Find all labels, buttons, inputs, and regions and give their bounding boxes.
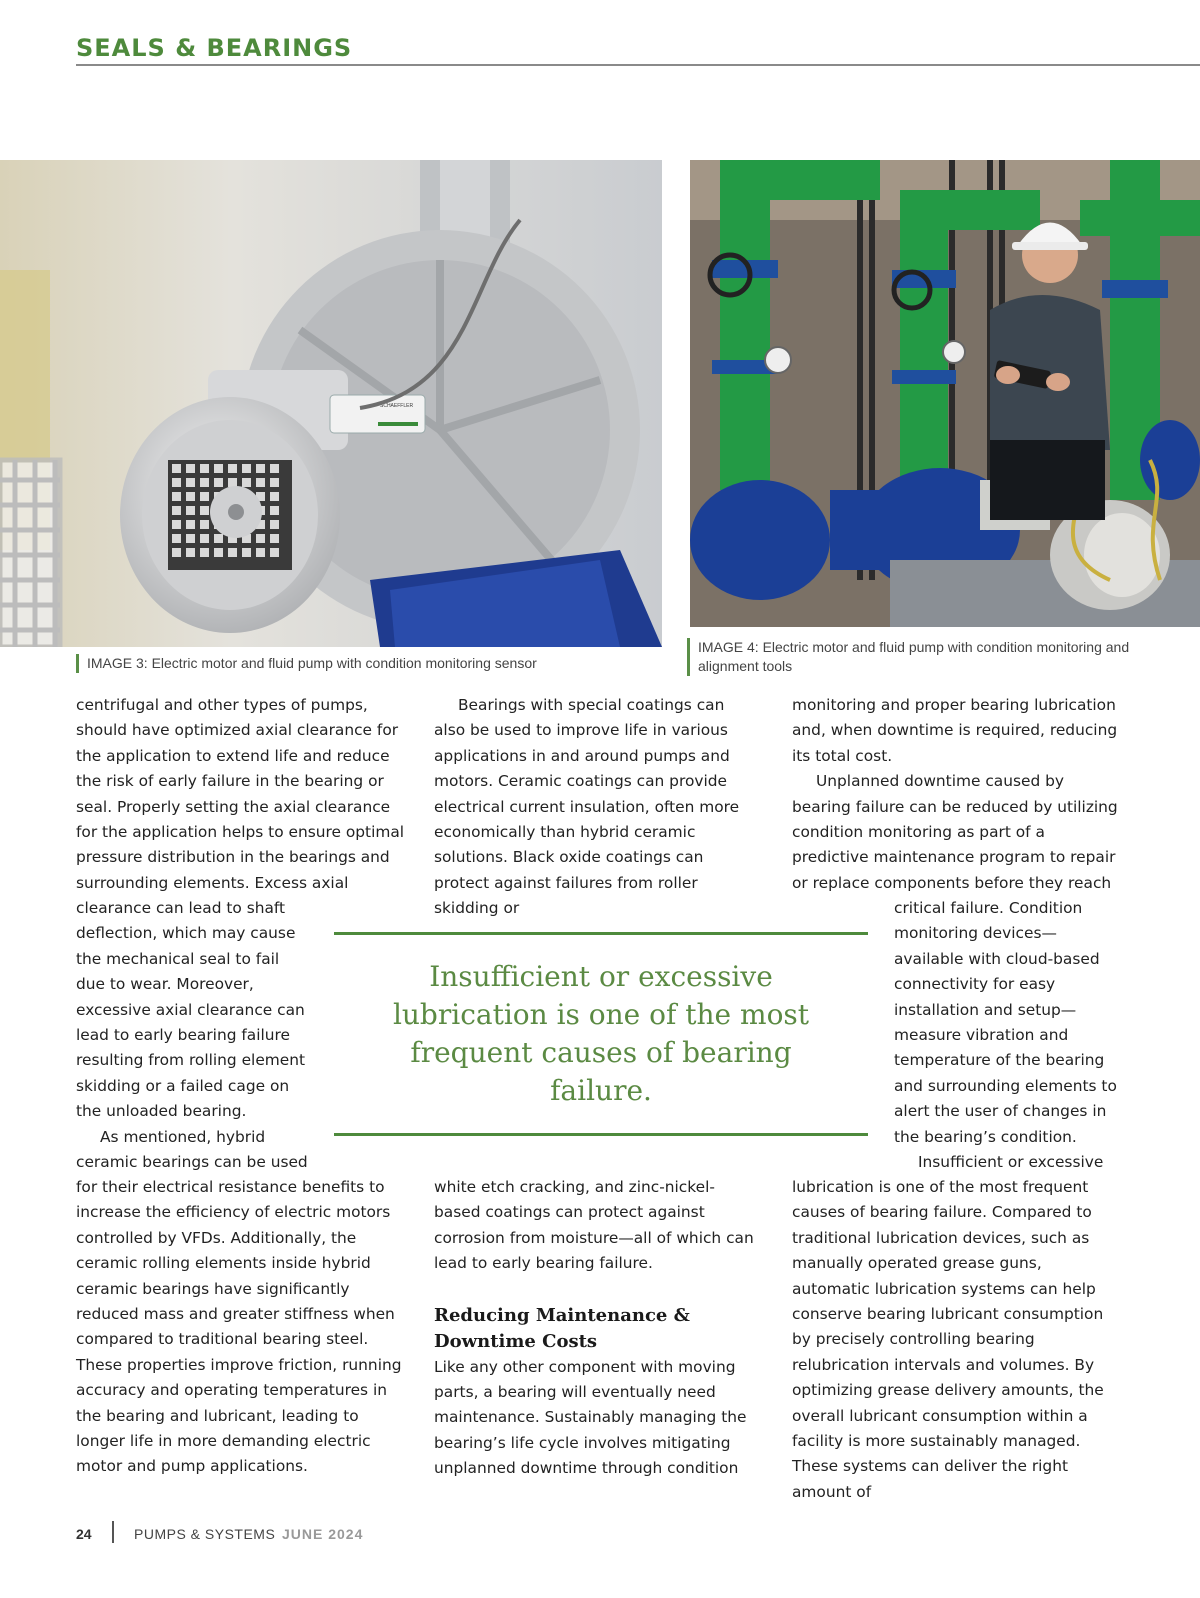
column-2-top (434, 693, 760, 922)
pull-quote-text: Insufficient or excessive lubrication is one of the most frequent causes of bearing failure. (392, 960, 810, 1107)
photo-motor-pump-sensor (0, 160, 662, 647)
col3-paragraph-3-wrap: Insufficient or excessive (918, 1153, 1104, 1172)
image4-caption-text: Electric motor and fluid pump with condition monitoring and alignment tools (698, 639, 1130, 674)
header-rule (76, 64, 1200, 66)
pull-quote (334, 932, 868, 1136)
section-title: SEALS & BEARINGS (76, 34, 353, 62)
col3-paragraph-2-wrap: critical failure. Condition monitoring devices—available with cloud-based connectivity for easy installation and setup—measure vibration and temperature of the bearing and surrounding elements to alert the user of changes in the bearing’s condition. (894, 899, 1117, 1146)
subhead-reducing-maintenance: Reducing Maintenance & Downtime Costs (434, 1304, 690, 1352)
column-2-bottom (434, 1175, 760, 1482)
column-1-top (76, 693, 406, 896)
column-3-wrap (894, 896, 1124, 1175)
col1-paragraph-1-top: centrifugal and other types of pumps, should have optimized axial clearance for the application to extend life and reduce the risk of early failure in the bearing or seal. Properly setting the axial clearance for the application helps to ensure optimal pressure distribution in the bearings and surrounding elements. Excess axial (76, 696, 405, 892)
footer-divider (112, 1521, 114, 1543)
column-1-wrap (76, 896, 308, 1175)
col3-paragraph-3-full: lubrication is one of the most frequent causes of bearing failure. Compared to traditional lubrication devices, such as manually operated grease guns, automatic lubrication systems can help conserve bearing lubricant consumption by precisely controlling bearing relubrication intervals and volumes. By optimizing grease delivery amounts, the overall lubricant consumption within a facility is more sustainably managed. These systems can deliver the right amount of (792, 1178, 1104, 1501)
column-3-top (792, 693, 1122, 896)
image4-caption (687, 638, 1138, 676)
col1-paragraph-2-full: for their electrical resistance benefits to increase the efficiency of electric motors controlled by VFDs. Additionally, the ceramic rolling elements inside hybrid ceramic bearings have significantly reduced mass and greater stiffness when compared to traditional bearing steel. These properties improve friction, running accuracy and operating temperatures in the bearing and lubricant, leading to longer life in more demanding electric motor and pump applications. (76, 1178, 402, 1476)
column-1-bottom (76, 1175, 408, 1480)
col2-paragraph-1-bottom: white etch cracking, and zinc-nickel-based coatings can protect against corrosion from moisture—all of which can lead to early bearing failure. (434, 1178, 754, 1273)
sensor-brand-text: SCHAEFFLER (380, 403, 414, 409)
column-3-bottom (792, 1175, 1124, 1505)
image4-caption-label: IMAGE 4: (698, 639, 759, 655)
issue-date: JUNE 2024 (282, 1526, 364, 1542)
col1-paragraph-1-wrap: clearance can lead to shaft deflection, which may cause the mechanical seal to fail due to wear. Moreover, excessive axial clearance can lead to early bearing failure resulting from rolling element skidding or a failed cage on the unloaded bearing. (76, 899, 306, 1121)
photo-technician-pump-room (690, 160, 1200, 627)
magazine-name: PUMPS & SYSTEMS (134, 1526, 276, 1542)
image3-caption-text: Electric motor and fluid pump with condition monitoring sensor (147, 655, 537, 671)
image3-caption (76, 654, 667, 673)
page-number: 24 (76, 1526, 92, 1542)
col3-paragraph-1: monitoring and proper bearing lubrication and, when downtime is required, reducing its total cost. (792, 696, 1118, 765)
col3-paragraph-2-top: Unplanned downtime caused by bearing failure can be reduced by utilizing condition monitoring as part of a predictive maintenance program to repair or replace components before they reach (792, 772, 1118, 892)
image3-caption-label: IMAGE 3: (87, 655, 148, 671)
col2-paragraph-2: Like any other component with moving parts, a bearing will eventually need maintenance. Sustainably managing the bearing’s life cycle involves mitigating unplanned downtime through condition (434, 1357, 747, 1478)
col1-paragraph-2-wrap: As mentioned, hybrid ceramic bearings can be used (76, 1127, 308, 1172)
col2-paragraph-1-top: Bearings with special coatings can also be used to improve life in various applications in and around pumps and motors. Ceramic coatings can provide electrical current insulation, often more economically than hybrid ceramic solutions. Black oxide coatings can protect against failures from roller skidding or (434, 696, 740, 918)
